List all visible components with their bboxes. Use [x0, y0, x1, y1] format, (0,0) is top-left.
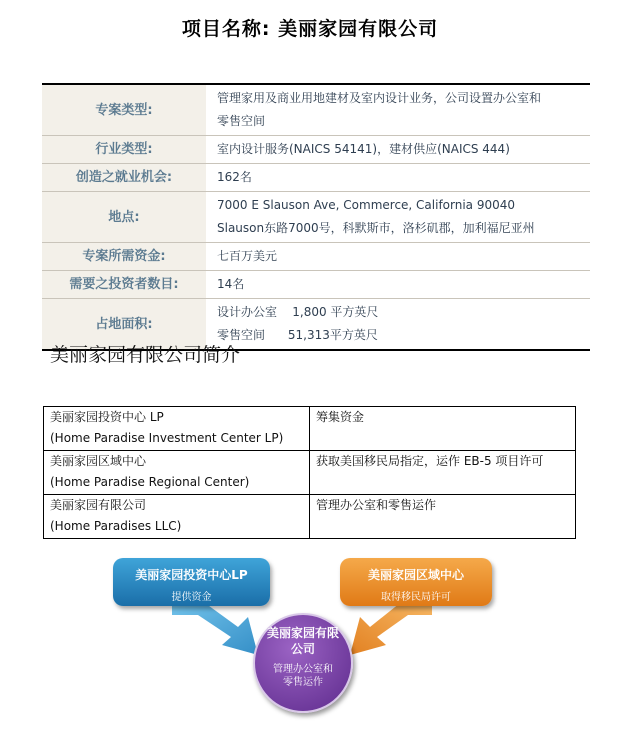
info-label: 地点: — [42, 192, 206, 243]
entity-role: 获取美国移民局指定，运作 EB-5 项目许可 — [310, 451, 576, 495]
info-value — [206, 164, 590, 192]
info-row — [42, 243, 590, 271]
page-title: 项目名称: 美丽家园有限公司 — [181, 18, 439, 40]
info-value-line: 七百万美元 — [217, 249, 278, 263]
info-row — [42, 192, 590, 243]
info-value-line: 7000 E Slauson Ave, Commerce, California 90040 — [217, 198, 516, 212]
info-label: 行业类型: — [42, 136, 206, 164]
info-value-line: Slauson东路7000号，科默斯市，洛杉矶郡，加利福尼亚州 — [217, 221, 535, 235]
info-value-line: 零售空间 — [217, 114, 266, 128]
entity-name-en: (Home Paradise Investment Center LP) — [50, 431, 284, 445]
section-title: 美丽家园有限公司简介 — [50, 344, 241, 366]
left-arrow — [172, 603, 258, 655]
entity-name-en: (Home Paradises LLC) — [50, 519, 182, 533]
regional-center-subtitle: 取得移民局许可 — [381, 592, 451, 603]
entity-role: 筹集资金 — [310, 407, 576, 451]
investment-center-box — [113, 558, 270, 606]
company-circle-title: 美丽家园有限公司 — [267, 626, 340, 656]
info-row — [42, 136, 590, 164]
info-value — [206, 136, 590, 164]
entity-row — [44, 407, 576, 451]
regional-center-title: 美丽家园区域中心 — [367, 568, 464, 582]
entity-name-cell — [44, 451, 310, 495]
info-value-line: 设计办公室 1,800 平方英尺 — [217, 305, 379, 319]
entity-row — [44, 451, 576, 495]
entity-row — [44, 495, 576, 539]
entity-name-cell — [44, 495, 310, 539]
info-value — [206, 192, 590, 243]
company-circle-subtitle: 管理办公室和零售运作 — [273, 664, 333, 688]
investment-center-title: 美丽家园投资中心LP — [135, 568, 248, 582]
company-circle — [253, 613, 353, 713]
info-value-line: 14名 — [217, 277, 245, 291]
entity-table — [43, 406, 576, 539]
info-value — [206, 299, 590, 351]
info-value-line: 室内设计服务(NAICS 54141)，建材供应(NAICS 444) — [217, 142, 510, 156]
info-label: 专案类型: — [42, 84, 206, 136]
info-label: 专案所需资金: — [42, 243, 206, 271]
info-label: 创造之就业机会: — [42, 164, 206, 192]
entity-name-cn: 美丽家园有限公司 — [50, 498, 147, 512]
entity-name-cn: 美丽家园投资中心 LP — [50, 410, 164, 424]
info-row — [42, 84, 590, 136]
info-value-line: 管理家用及商业用地建材及室内设计业务，公司设置办公室和 — [217, 91, 542, 105]
info-value-line: 162名 — [217, 170, 252, 184]
info-value-line: 零售空间 51,313平方英尺 — [217, 328, 378, 342]
entity-name-cn: 美丽家园区域中心 — [50, 454, 147, 468]
info-row — [42, 164, 590, 192]
info-label: 需要之投资者数目: — [42, 271, 206, 299]
project-info-table — [42, 83, 590, 351]
right-arrow — [350, 603, 432, 655]
structure-diagram — [0, 555, 620, 752]
entity-role: 管理办公室和零售运作 — [310, 495, 576, 539]
entity-name-en: (Home Paradise Regional Center) — [50, 475, 250, 489]
info-value — [206, 84, 590, 136]
info-row — [42, 271, 590, 299]
info-label: 占地面积: — [42, 299, 206, 351]
regional-center-box — [340, 558, 492, 606]
entity-name-cell — [44, 407, 310, 451]
investment-center-subtitle: 提供资金 — [171, 592, 212, 603]
info-value — [206, 271, 590, 299]
info-value — [206, 243, 590, 271]
